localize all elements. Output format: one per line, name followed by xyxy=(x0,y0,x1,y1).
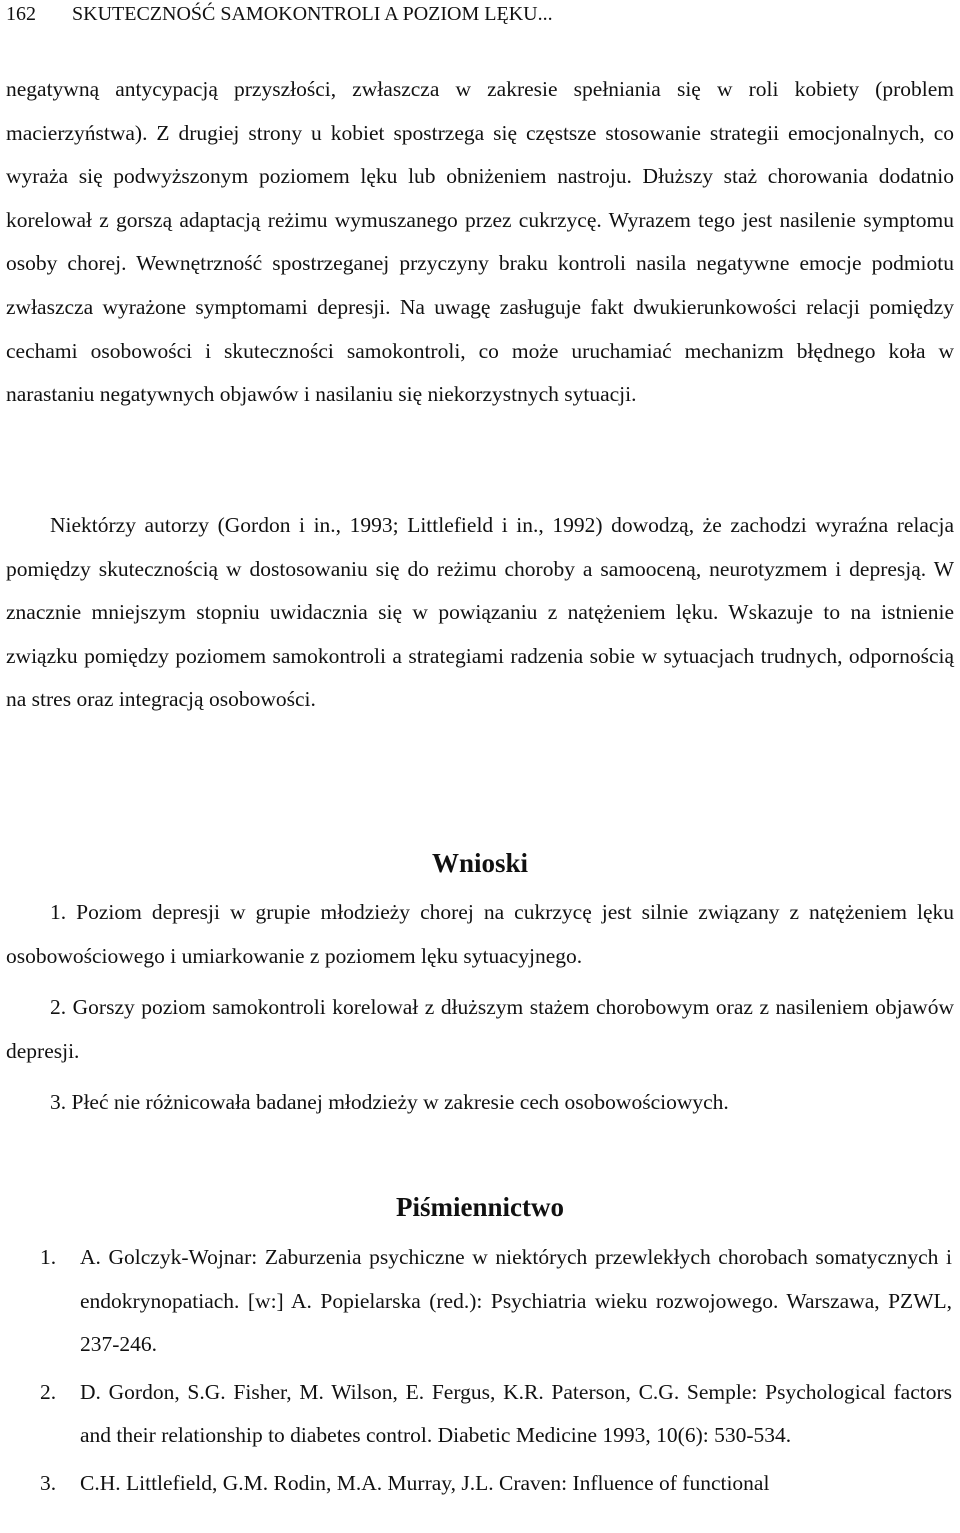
running-title: SKUTECZNOŚĆ SAMOKONTROLI A POZIOM LĘKU... xyxy=(72,3,553,25)
conclusions-list xyxy=(6,891,954,1133)
conclusion-item-3: 3. Płeć nie różnicowała badanej młodzieży w zakresie cech osobowościowych. xyxy=(50,1090,729,1115)
conclusions-heading: Wnioski xyxy=(431,848,529,878)
references-heading: Piśmiennictwo xyxy=(396,1192,564,1222)
page-number: 162 xyxy=(6,3,36,25)
body-paragraph-1: negatywną antycypacją przyszłości, zwłaszcza w zakresie spełniania się w roli kobiety (problem macierzyństwa). Z drugiej strony u kobiet spostrzega się częstsze stosowanie strategii emocjonalnych, co wyraża się podwyższonym poziomem lęku lub obniżeniem nastroju. Dłuższy staż chorowania dodatnio korelował z gorszą adaptacją reżimu wymuszanego przez cukrzycę. Wyrazem tego jest nasilenie symptomu osoby chorej. Wewnętrzność spostrzeganej przyczyny braku kontroli nasila negatywne emocje podmiotu zwłaszcza wyrażone symptomami depresji. Na uwagę zasługuje fakt dwukierunkowości relacji pomiędzy cechami osobowości i skuteczności samokontroli, co może uruchamiać mechanizm błędnego koła w narastaniu negatywnych objawów i nasilaniu się niekorzystnych sytuacji. xyxy=(6,77,954,407)
reference-text: C.H. Littlefield, G.M. Rodin, M.A. Murray, J.L. Craven: Influence of functional xyxy=(80,1470,770,1495)
reference-text: D. Gordon, S.G. Fisher, M. Wilson, E. Fergus, K.R. Paterson, C.G. Semple: Psychological factors and their relationship to diabetes control. Diabetic Medicine 1993, 10(6): 530-534. xyxy=(80,1379,952,1448)
references-list xyxy=(40,1236,952,1510)
body-paragraph-2 xyxy=(6,504,954,722)
reference-text: A. Golczyk-Wojnar: Zaburzenia psychiczne w niektórych przewlekłych chorobach somatycznych i endokrynopatiach. [w:] A. Popielarska (red.): Psychiatria wieku rozwojowego. Warszawa, PZWL, 237-246. xyxy=(80,1245,952,1357)
reference-number: 3. xyxy=(40,1470,57,1495)
running-header xyxy=(6,3,954,26)
reference-item-2 xyxy=(40,1371,952,1458)
reference-item-1 xyxy=(40,1236,952,1367)
reference-number: 2. xyxy=(40,1379,57,1404)
conclusion-item-2: 2. Gorszy poziom samokontroli korelował z dłuższym stażem chorobowym oraz z nasileniem objawów depresji. xyxy=(6,995,954,1063)
body-paragraph-2-text: Niektórzy autorzy (Gordon i in., 1993; Littlefield i in., 1992) dowodzą, że zachodzi wyraźna relacja pomiędzy skutecznością w dostosowaniu się do reżimu choroby a samooceną, neurotyzmem i depresją. W znacznie mniejszym stopniu uwidacznia się w powiązaniu z natężeniem lęku. Wskazuje to na istnienie związku pomiędzy poziomem samokontroli a strategiami radzenia sobie w sytuacjach trudnych, odpornością na stres oraz integracją osobowości. xyxy=(6,513,954,712)
conclusion-item-1: 1. Poziom depresji w grupie młodzieży chorej na cukrzycę jest silnie związany z natężeniem lęku osobowościowego i umiarkowanie z poziomem lęku sytuacyjnego. xyxy=(6,900,954,968)
reference-item-3 xyxy=(40,1462,952,1506)
reference-number: 1. xyxy=(40,1245,57,1269)
